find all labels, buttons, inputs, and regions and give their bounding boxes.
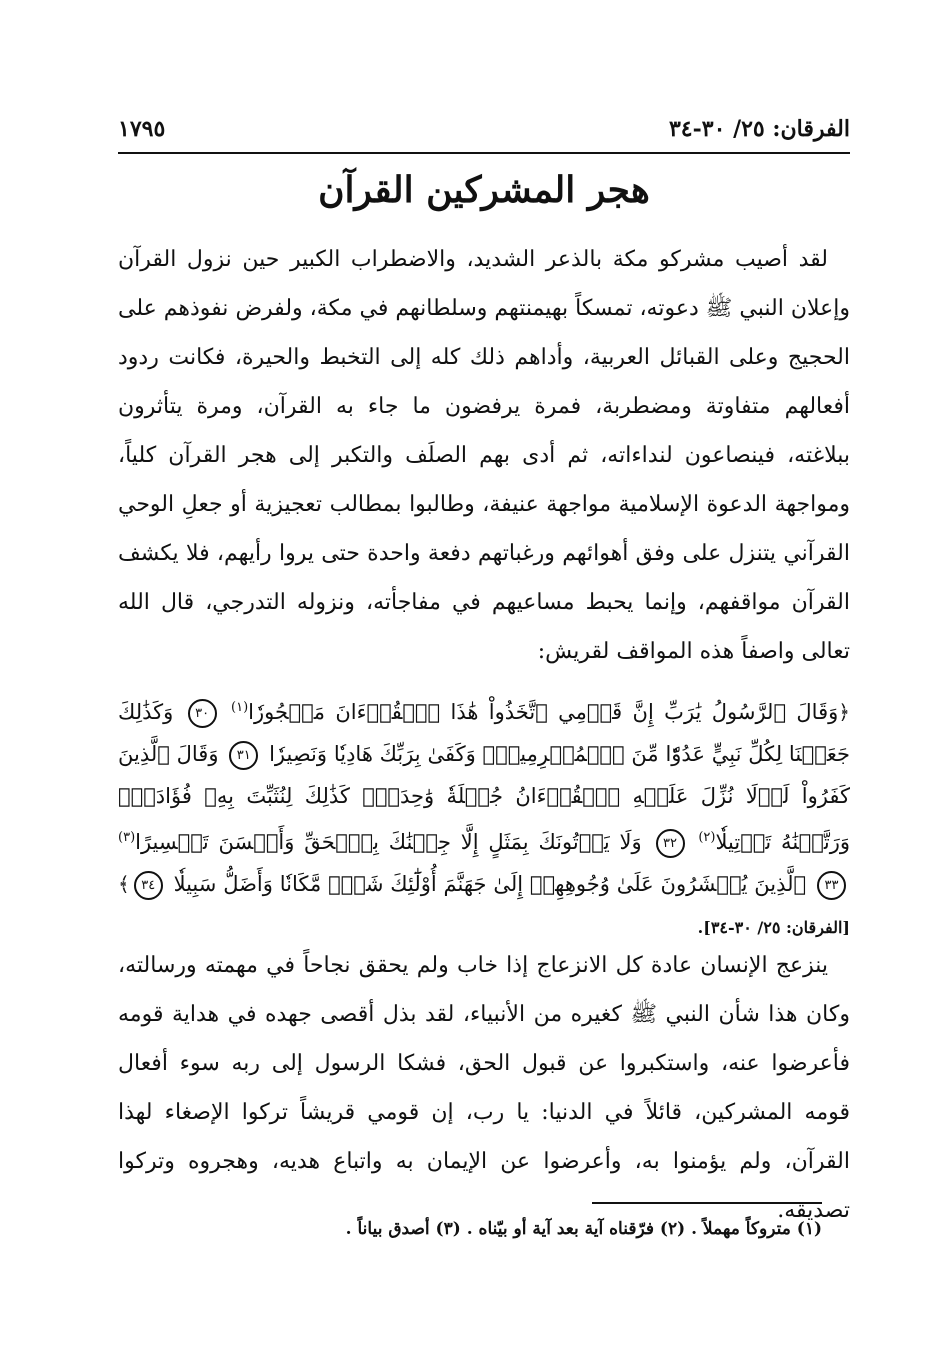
footnote-divider bbox=[592, 1202, 822, 1204]
quran-passage bbox=[118, 687, 850, 949]
footnote-mark-2: (٢) bbox=[698, 830, 716, 845]
verse-33: وَلَا يَأۡتُونَكَ بِمَثَلٍ إِلَّا جِئۡنَٰكَ بِٱلۡحَقِّ وَأَحۡسَنَ تَفۡسِيرًا bbox=[135, 830, 642, 854]
ayah-number-30: ٣٠ bbox=[188, 699, 217, 728]
commentary-paragraph bbox=[118, 941, 850, 1235]
surah-reference: الفرقان: ٢٥/ ٣٠-٣٤ bbox=[668, 116, 850, 142]
ayah-number-33: ٣٣ bbox=[817, 871, 846, 900]
section-title: هجر المشركين القرآن bbox=[318, 169, 650, 211]
verse-31: وَكَذَٰلِكَ جَعَلۡنَا لِكُلِّ نَبِيٍّ عَدُوّٗا مِّنَ ٱلۡمُجۡرِمِينَۗ وَكَفَىٰ بِرَبِّكَ هَادِيٗا وَنَصِيرٗا bbox=[118, 700, 850, 766]
running-header bbox=[118, 112, 850, 154]
footnote-mark-1: (١) bbox=[231, 700, 249, 715]
ayah-number-32: ٣٢ bbox=[656, 829, 685, 858]
quran-source-reference: [الفرقان: ٢٥/ ٣٠-٣٤]. bbox=[697, 918, 850, 937]
ayah-number-31: ٣١ bbox=[229, 741, 258, 770]
footnotes: (١) متروكاً مهملاً . (٢) فرّقناه آية بعد آية أو بيّناه . (٣) أصدق بياناً . bbox=[345, 1219, 822, 1239]
verse-32: وَقَالَ ٱلَّذِينَ كَفَرُواْ لَوۡلَا نُزِّلَ عَلَيۡهِ ٱلۡقُرۡءَانُ جُمۡلَةٗ وَٰحِدَةٗۚ كَذَٰلِكَ لِنُثَبِّتَ بِهِۦ فُؤَادَكَۖ وَرَتَّلۡنَٰهُ تَرۡتِيلٗا bbox=[118, 742, 850, 854]
page-number: ١٧٩٥ bbox=[118, 116, 166, 142]
intro-paragraph bbox=[118, 235, 850, 676]
footnote-mark-3: (٣) bbox=[118, 830, 136, 845]
quran-close-bracket: ﴾ bbox=[118, 872, 130, 896]
ayah-number-34: ٣٤ bbox=[134, 871, 163, 900]
intro-paragraph-text: لقد أصيب مشركو مكة بالذعر الشديد، والاضطراب الكبير حين نزول القرآن وإعلان النبي ﷺ دعوته، تمسكاً بهيمنتهم وسلطانهم في مكة، ولفرض نفوذهم على الحجيج وعلى القبائل العربية، وأداهم ذلك كله إلى التخبط والحيرة، فكانت ردود أفعالهم متفاوتة ومضطربة، فمرة يرفضون ما جاء به القرآن، ومرة يتأثرون ببلاغته، فينصاعون لنداءاته، ثم أدى بهم الصلَف والتكبر إلى هجر القرآن كلياً، ومواجهة الدعوة الإسلامية مواجهة عنيفة، وطالبوا بمطالب تعجيزية أو جعلِ الوحي القرآني يتنزل على وفق أهوائهم ورغباتهم دفعة واحدة حتى يروا رأيهم، فلا يكشف القرآن مواقفهم، وإنما يحبط مساعيهم في مفاجأته، ونزوله التدرجي، قال الله تعالى واصفاً هذه المواقف لقريش: bbox=[118, 247, 850, 664]
quran-open-bracket: ﴿ bbox=[838, 700, 850, 724]
commentary-paragraph-text: ينزعج الإنسان عادة كل الانزعاج إذا خاب ولم يحقق نجاحاً في مهمته ورسالته، وكان هذا شأن النبي ﷺ كغيره من الأنبياء، لقد بذل أقصى جهده في هداية قومه فأعرضوا عنه، واستكبروا عن قبول الحق، فشكا الرسول إلى ربه سوء أفعال قومه المشركين، قائلاً في الدنيا: يا رب، إن قومي قريشاً تركوا الإصغاء لهذا القرآن، ولم يؤمنوا به، وأعرضوا عن الإيمان به واتباع هديه، وهجروه وتركوا تصديقه. bbox=[118, 953, 850, 1223]
verse-34: ٱلَّذِينَ يُحۡشَرُونَ عَلَىٰ وُجُوهِهِمۡ إِلَىٰ جَهَنَّمَ أُوْلَٰٓئِكَ شَرّٞ مَّكَانٗا وَأَضَلُّ سَبِيلٗا bbox=[173, 872, 807, 896]
verse-30: وَقَالَ ٱلرَّسُولُ يَٰرَبِّ إِنَّ قَوۡمِي ٱتَّخَذُواْ هَٰذَا ٱلۡقُرۡءَانَ مَهۡجُورٗا bbox=[248, 700, 839, 724]
